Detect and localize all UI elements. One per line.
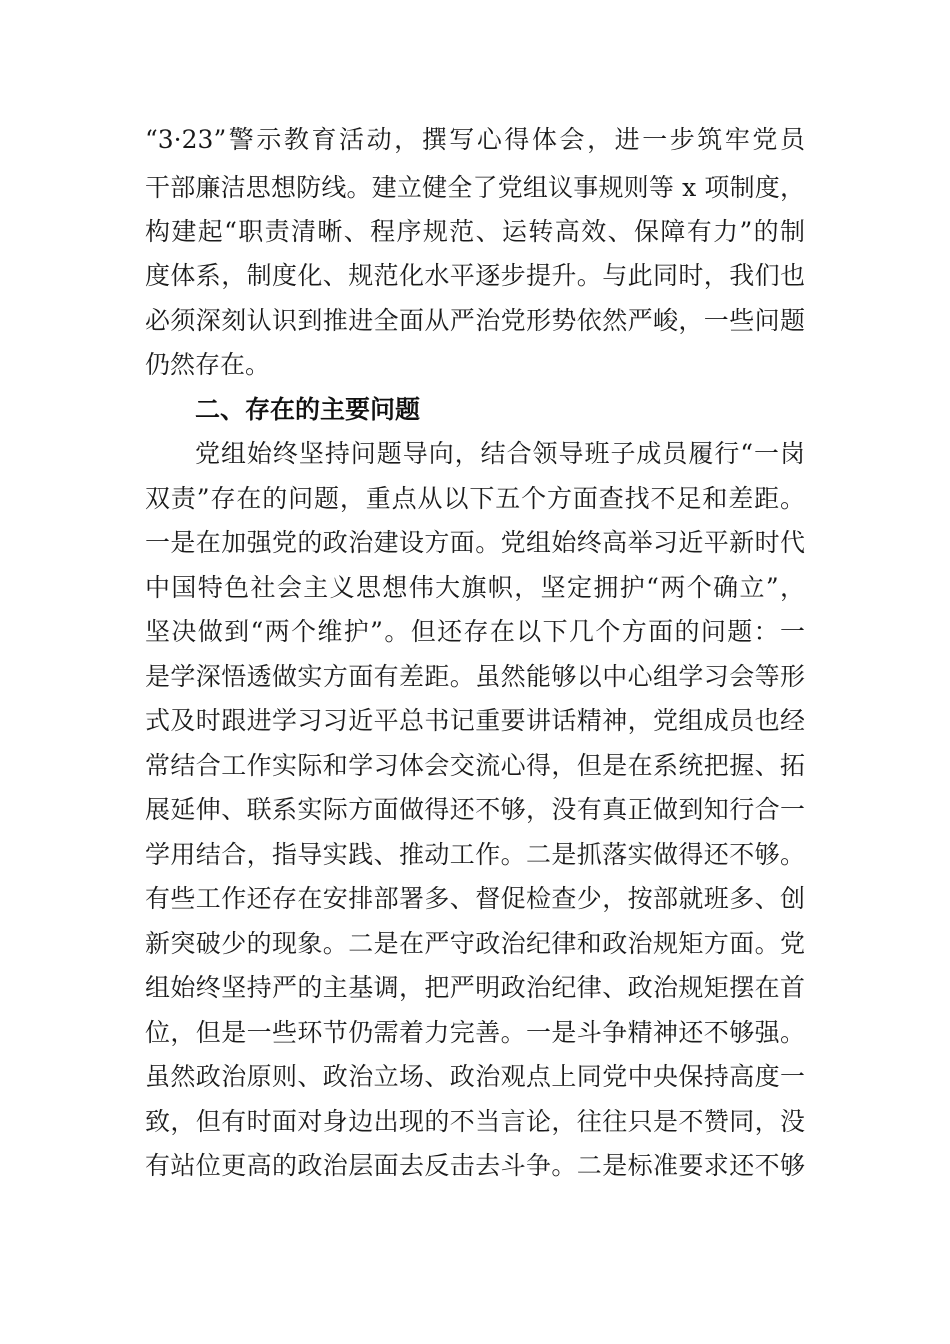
paragraph-2-line-3: 一是在加强党的政治建设方面。党组始终高举习近平新时代 <box>145 528 805 557</box>
paragraph-1-line-5: 必须深刻认识到推进全面从严治党形势依然严峻，一些问题 <box>145 306 805 335</box>
paragraph-2-line-12: 新突破少的现象。二是在严守政治纪律和政治规矩方面。党 <box>145 929 805 958</box>
paragraph-1-line-1: “3·23”警示教育活动，撰写心得体会，进一步筑牢党员 <box>145 125 805 154</box>
paragraph-1-line-6: 仍然存在。 <box>145 350 271 379</box>
paragraph-2-line-9: 展延伸、联系实际方面做得还不够，没有真正做到知行合一 <box>145 795 805 824</box>
paragraph-2-line-7: 式及时跟进学习习近平总书记重要讲话精神，党组成员也经 <box>145 706 805 735</box>
paragraph-2-line-10: 学用结合，指导实践、推动工作。二是抓落实做得还不够。 <box>145 840 805 869</box>
paragraph-1-line-2: 干部廉洁思想防线。建立健全了党组议事规则等 x 项制度， <box>145 173 805 202</box>
paragraph-2-line-8: 常结合工作实际和学习体会交流心得，但是在系统把握、拓 <box>145 751 805 780</box>
paragraph-2-line-16: 致，但有时面对身边出现的不当言论，往往只是不赞同，没 <box>145 1107 805 1136</box>
paragraph-2-line-6: 是学深悟透做实方面有差距。虽然能够以中心组学习会等形 <box>145 662 805 691</box>
paragraph-2-line-15: 虽然政治原则、政治立场、政治观点上同党中央保持高度一 <box>145 1062 805 1091</box>
paragraph-1-line-4: 度体系，制度化、规范化水平逐步提升。与此同时，我们也 <box>145 261 805 290</box>
paragraph-2-line-13: 组始终坚持严的主基调，把严明政治纪律、政治规矩摆在首 <box>145 973 805 1002</box>
paragraph-2-line-2: 双责”存在的问题，重点从以下五个方面查找不足和差距。 <box>145 484 805 513</box>
paragraph-2-line-5: 坚决做到“两个维护”。但还存在以下几个方面的问题：一 <box>145 617 805 646</box>
paragraph-2-line-11: 有些工作还存在安排部署多、督促检查少，按部就班多、创 <box>145 884 805 913</box>
paragraph-1-line-3: 构建起“职责清晰、程序规范、运转高效、保障有力”的制 <box>145 217 805 246</box>
paragraph-2-line-1: 党组始终坚持问题导向，结合领导班子成员履行“一岗 <box>195 439 805 468</box>
section-heading: 二、存在的主要问题 <box>195 395 421 424</box>
paragraph-2-line-14: 位，但是一些环节仍需着力完善。一是斗争精神还不够强。 <box>145 1018 805 1047</box>
paragraph-2-line-4: 中国特色社会主义思想伟大旗帜，坚定拥护“两个确立”， <box>145 573 805 602</box>
paragraph-2-line-17: 有站位更高的政治层面去反击去斗争。二是标准要求还不够 <box>145 1151 805 1180</box>
